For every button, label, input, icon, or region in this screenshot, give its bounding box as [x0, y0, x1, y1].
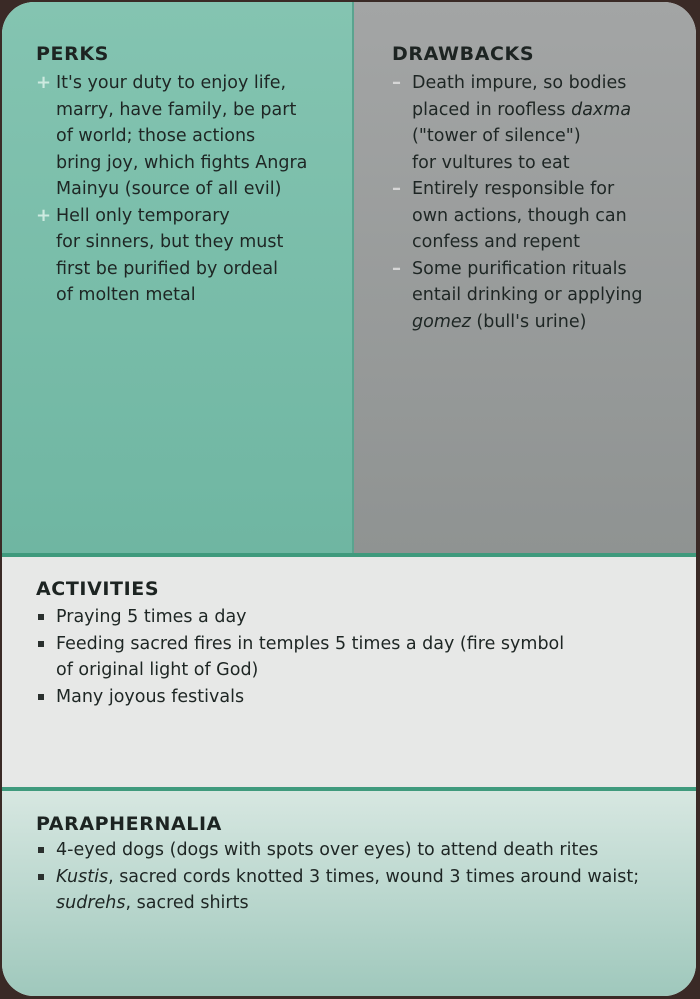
minus-icon: –	[392, 257, 401, 279]
paraphernalia-list	[36, 837, 639, 917]
perks-title: PERKS	[36, 43, 109, 65]
list-item: – Some purification rituals entail drinking or applying gomez (bull's urine)	[392, 257, 643, 332]
minus-icon: –	[392, 178, 401, 199]
bullet-square-icon	[38, 847, 44, 853]
list-item: Praying 5 times a day	[36, 604, 564, 631]
card	[2, 2, 696, 996]
activities-list	[36, 604, 564, 710]
list-item: Kustis, sacred cords knotted 3 times, wound 3 times around waist; sudrehs, sacred shirts	[36, 864, 639, 917]
paraphernalia-title: PARAPHERNALIA	[36, 813, 222, 835]
list-item: – Death impure, so bodies placed in roofless daxma ("tower of silence") for vultures to eat	[392, 72, 632, 173]
list-item: + It's your duty to enjoy life, marry, have family, be part of world; those actions bring joy, which fights Angra Mainyu (source of all evil)	[36, 72, 308, 199]
list-item: + Hell only temporary for sinners, but they must first be purified by ordeal of molten metal	[36, 204, 284, 305]
perks-panel	[2, 2, 352, 553]
drawbacks-list	[392, 70, 642, 335]
bullet-square-icon	[38, 614, 44, 620]
list-item: Many joyous festivals	[36, 684, 564, 711]
list-item: 4-eyed dogs (dogs with spots over eyes) to attend death rites	[36, 837, 639, 864]
plus-icon: +	[36, 72, 52, 93]
bullet-square-icon	[38, 641, 44, 647]
paraphernalia-panel	[2, 791, 696, 996]
drawbacks-title: DRAWBACKS	[392, 43, 535, 65]
activities-title: ACTIVITIES	[36, 578, 160, 600]
minus-icon: –	[392, 72, 401, 93]
bullet-square-icon	[38, 694, 44, 700]
list-item: Feeding sacred fires in temples 5 times a day (fire symbol of original light of God)	[36, 631, 564, 684]
bullet-square-icon	[38, 874, 44, 880]
drawbacks-panel	[352, 2, 696, 553]
list-item: – Entirely responsible for own actions, though can confess and repent	[392, 178, 627, 252]
perks-list	[36, 70, 307, 309]
activities-panel	[2, 557, 696, 785]
plus-icon: +	[36, 204, 52, 226]
